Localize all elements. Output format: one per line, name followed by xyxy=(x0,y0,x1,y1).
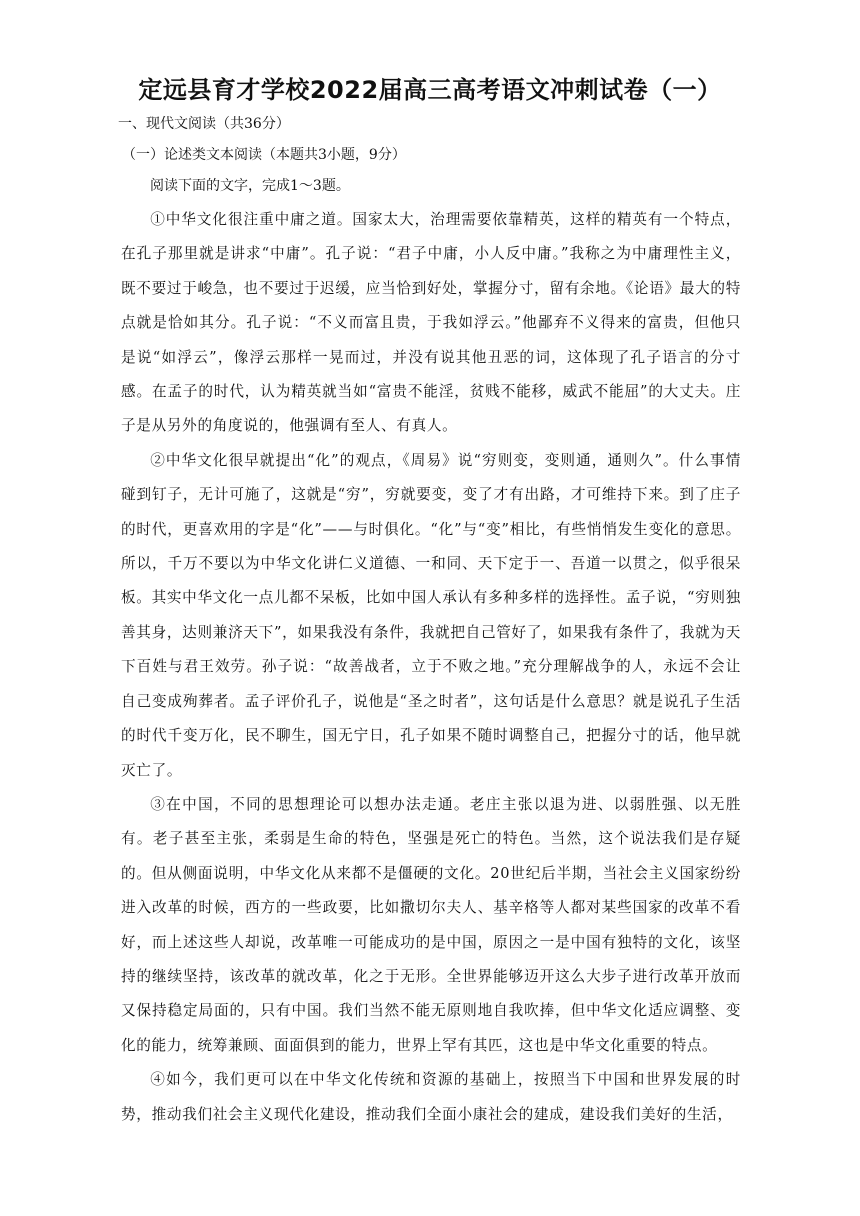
reading-passage xyxy=(121,203,741,1132)
sub-heading: （一）论述类文本阅读（本题共3小题，9分） xyxy=(122,147,406,163)
passage-paragraph-2: ②中华文化很早就提出“化”的观点，《周易》说“穷则变，变则通，通则久”。什么事情碰到钉子，无计可施了，这就是“穷”，穷就要变，变了才有出路，才可维持下来。到了庄子的时代，更喜欢用的字是“化”——与时俱化。“化”与“变”相比，有些悄悄发生变化的意思。所以，千万不要以为中华文化讲仁义道德、一和同、天下定于一、吾道一以贯之，似乎很呆板。其实中华文化一点儿都不呆板，比如中国人承认有多种多样的选择性。孟子说，“穷则独善其身，达则兼济天下”，如果我没有条件，我就把自己管好了，如果我有条件了，我就为天下百姓与君王效劳。孙子说：“故善战者，立于不败之地。”充分理解战争的人，永远不会让自己变成殉葬者。孟子评价孔子，说他是“圣之时者”，这句话是什么意思？就是说孔子生活的时代千变万化，民不聊生，国无宁日，孔子如果不随时调整自己，把握分寸的话，他早就灭亡了。 xyxy=(121,451,741,779)
passage-paragraph-4: ④如今，我们更可以在中华文化传统和资源的基础上，按照当下中国和世界发展的时势，推动我们社会主义现代化建设，推动我们全面小康社会的建成，建设我们美好的生活， xyxy=(121,1071,741,1123)
passage-paragraph-1: ①中华文化很注重中庸之道。国家太大，治理需要依靠精英，这样的精英有一个特点，在孔子那里就是讲求“中庸”。孔子说：“君子中庸，小人反中庸。”我称之为中庸理性主义，既不要过于峻急，也不要过于迟缓，应当恰到好处，掌握分寸，留有余地。《论语》最大的特点就是恰如其分。孔子说：“不义而富且贵，于我如浮云。”他鄙弃不义得来的富贵，但他只是说“如浮云”，像浮云那样一晃而过，并没有说其他丑恶的词，这体现了孔子语言的分寸感。在孟子的时代，认为精英就当如“富贵不能淫，贫贱不能移，威武不能屈”的大丈夫。庄子是从另外的角度说的，他强调有至人、有真人。 xyxy=(121,211,741,435)
exam-title: 定远县育才学校2022届高三高考语文冲刺试卷（一） xyxy=(138,76,722,104)
section-heading: 一、现代文阅读（共36分） xyxy=(118,116,290,132)
reading-instruction: 阅读下面的文字，完成1～3题。 xyxy=(150,178,350,194)
passage-paragraph-3: ③在中国，不同的思想理论可以想办法走通。老庄主张以退为进、以弱胜强、以无胜有。老子甚至主张，柔弱是生命的特色，坚强是死亡的特色。当然，这个说法我们是存疑的。但从侧面说明，中华文化从来都不是僵硬的文化。20世纪后半期，当社会主义国家纷纷进入改革的时候，西方的一些政要，比如撒切尔夫人、基辛格等人都对某些国家的改革不看好，而上述这些人却说，改革唯一可能成功的是中国，原因之一是中国有独特的文化，该坚持的继续坚持，该改革的就改革，化之于无形。全世界能够迈开这么大步子进行改革开放而又保持稳定局面的，只有中国。我们当然不能无原则地自我吹捧，但中华文化适应调整、变化的能力，统筹兼顾、面面俱到的能力，世界上罕有其匹，这也是中华文化重要的特点。 xyxy=(121,795,741,1054)
